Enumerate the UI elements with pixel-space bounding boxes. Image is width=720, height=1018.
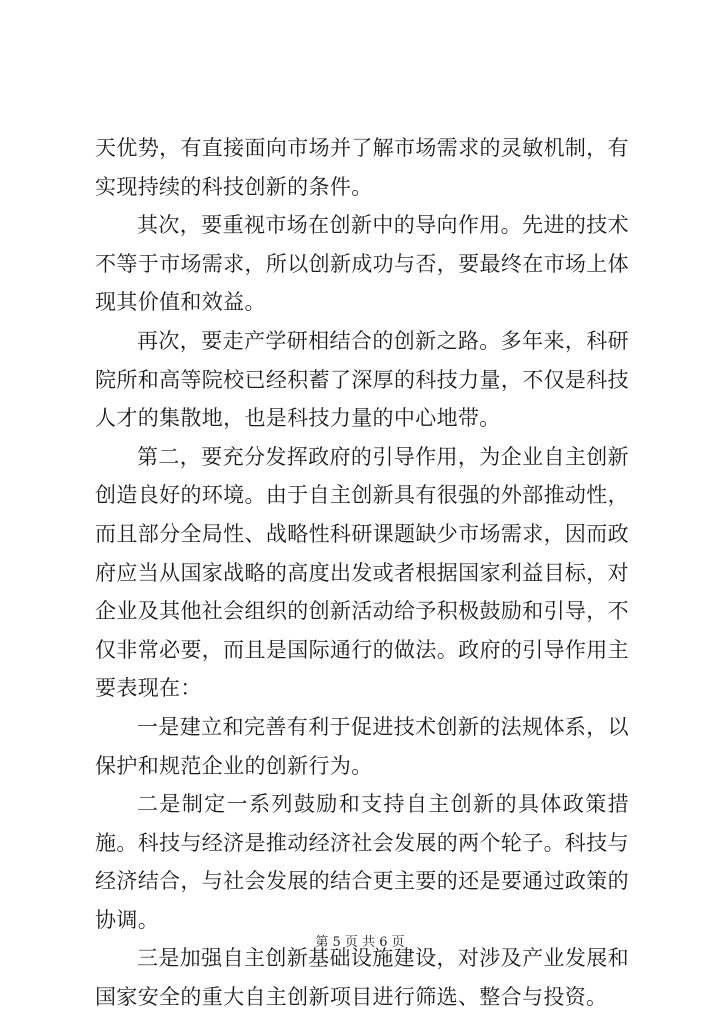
paragraph-market-guidance: 其次，要重视市场在创新中的导向作用。先进的技术不等于市场需求，所以创新成功与否，要最终在市场上体现其价值和效益。 <box>95 213 629 315</box>
page-number-footer: 第 5 页 共 6 页 <box>315 935 405 950</box>
paragraph-infrastructure: 三是加强自主创新基础设施建设，对涉及产业发展和国家安全的重大自主创新项目进行筛选、整合与投资。 <box>95 946 629 1010</box>
paragraph-continuation: 天优势，有直接面向市场并了解市场需求的灵敏机制，有实现持续的科技创新的条件。 <box>95 136 629 199</box>
paragraph-industry-research: 再次，要走产学研相结合的创新之路。多年来，科研院所和高等院校已经积蓄了深厚的科技力量，不仅是科技人才的集散地，也是科技力量的中心地带。 <box>95 328 629 431</box>
paragraph-legal-system: 一是建立和完善有利于促进技术创新的法规体系，以保护和规范企业的创新行为。 <box>95 714 629 778</box>
paragraph-policy-measures: 二是制定一系列鼓励和支持自主创新的具体政策措施。科技与经济是推动经济社会发展的两个轮子。科技与经济结合，与社会发展的结合更主要的还是要通过政策的协调。 <box>95 792 629 932</box>
document-body <box>95 129 629 1017</box>
paragraph-government-role: 第二，要充分发挥政府的引导作用，为企业自主创新创造良好的环境。由于自主创新具有很强的外部推动性，而且部分全局性、战略性科研课题缺少市场需求，因而政府应当从国家战略的高度出发或者根据国家利益目标，对企业及其他社会组织的创新活动给予积极鼓励和引导，不仅非常必要，而且是国际通行的做法。政府的引导作用主要表现在： <box>95 444 629 701</box>
